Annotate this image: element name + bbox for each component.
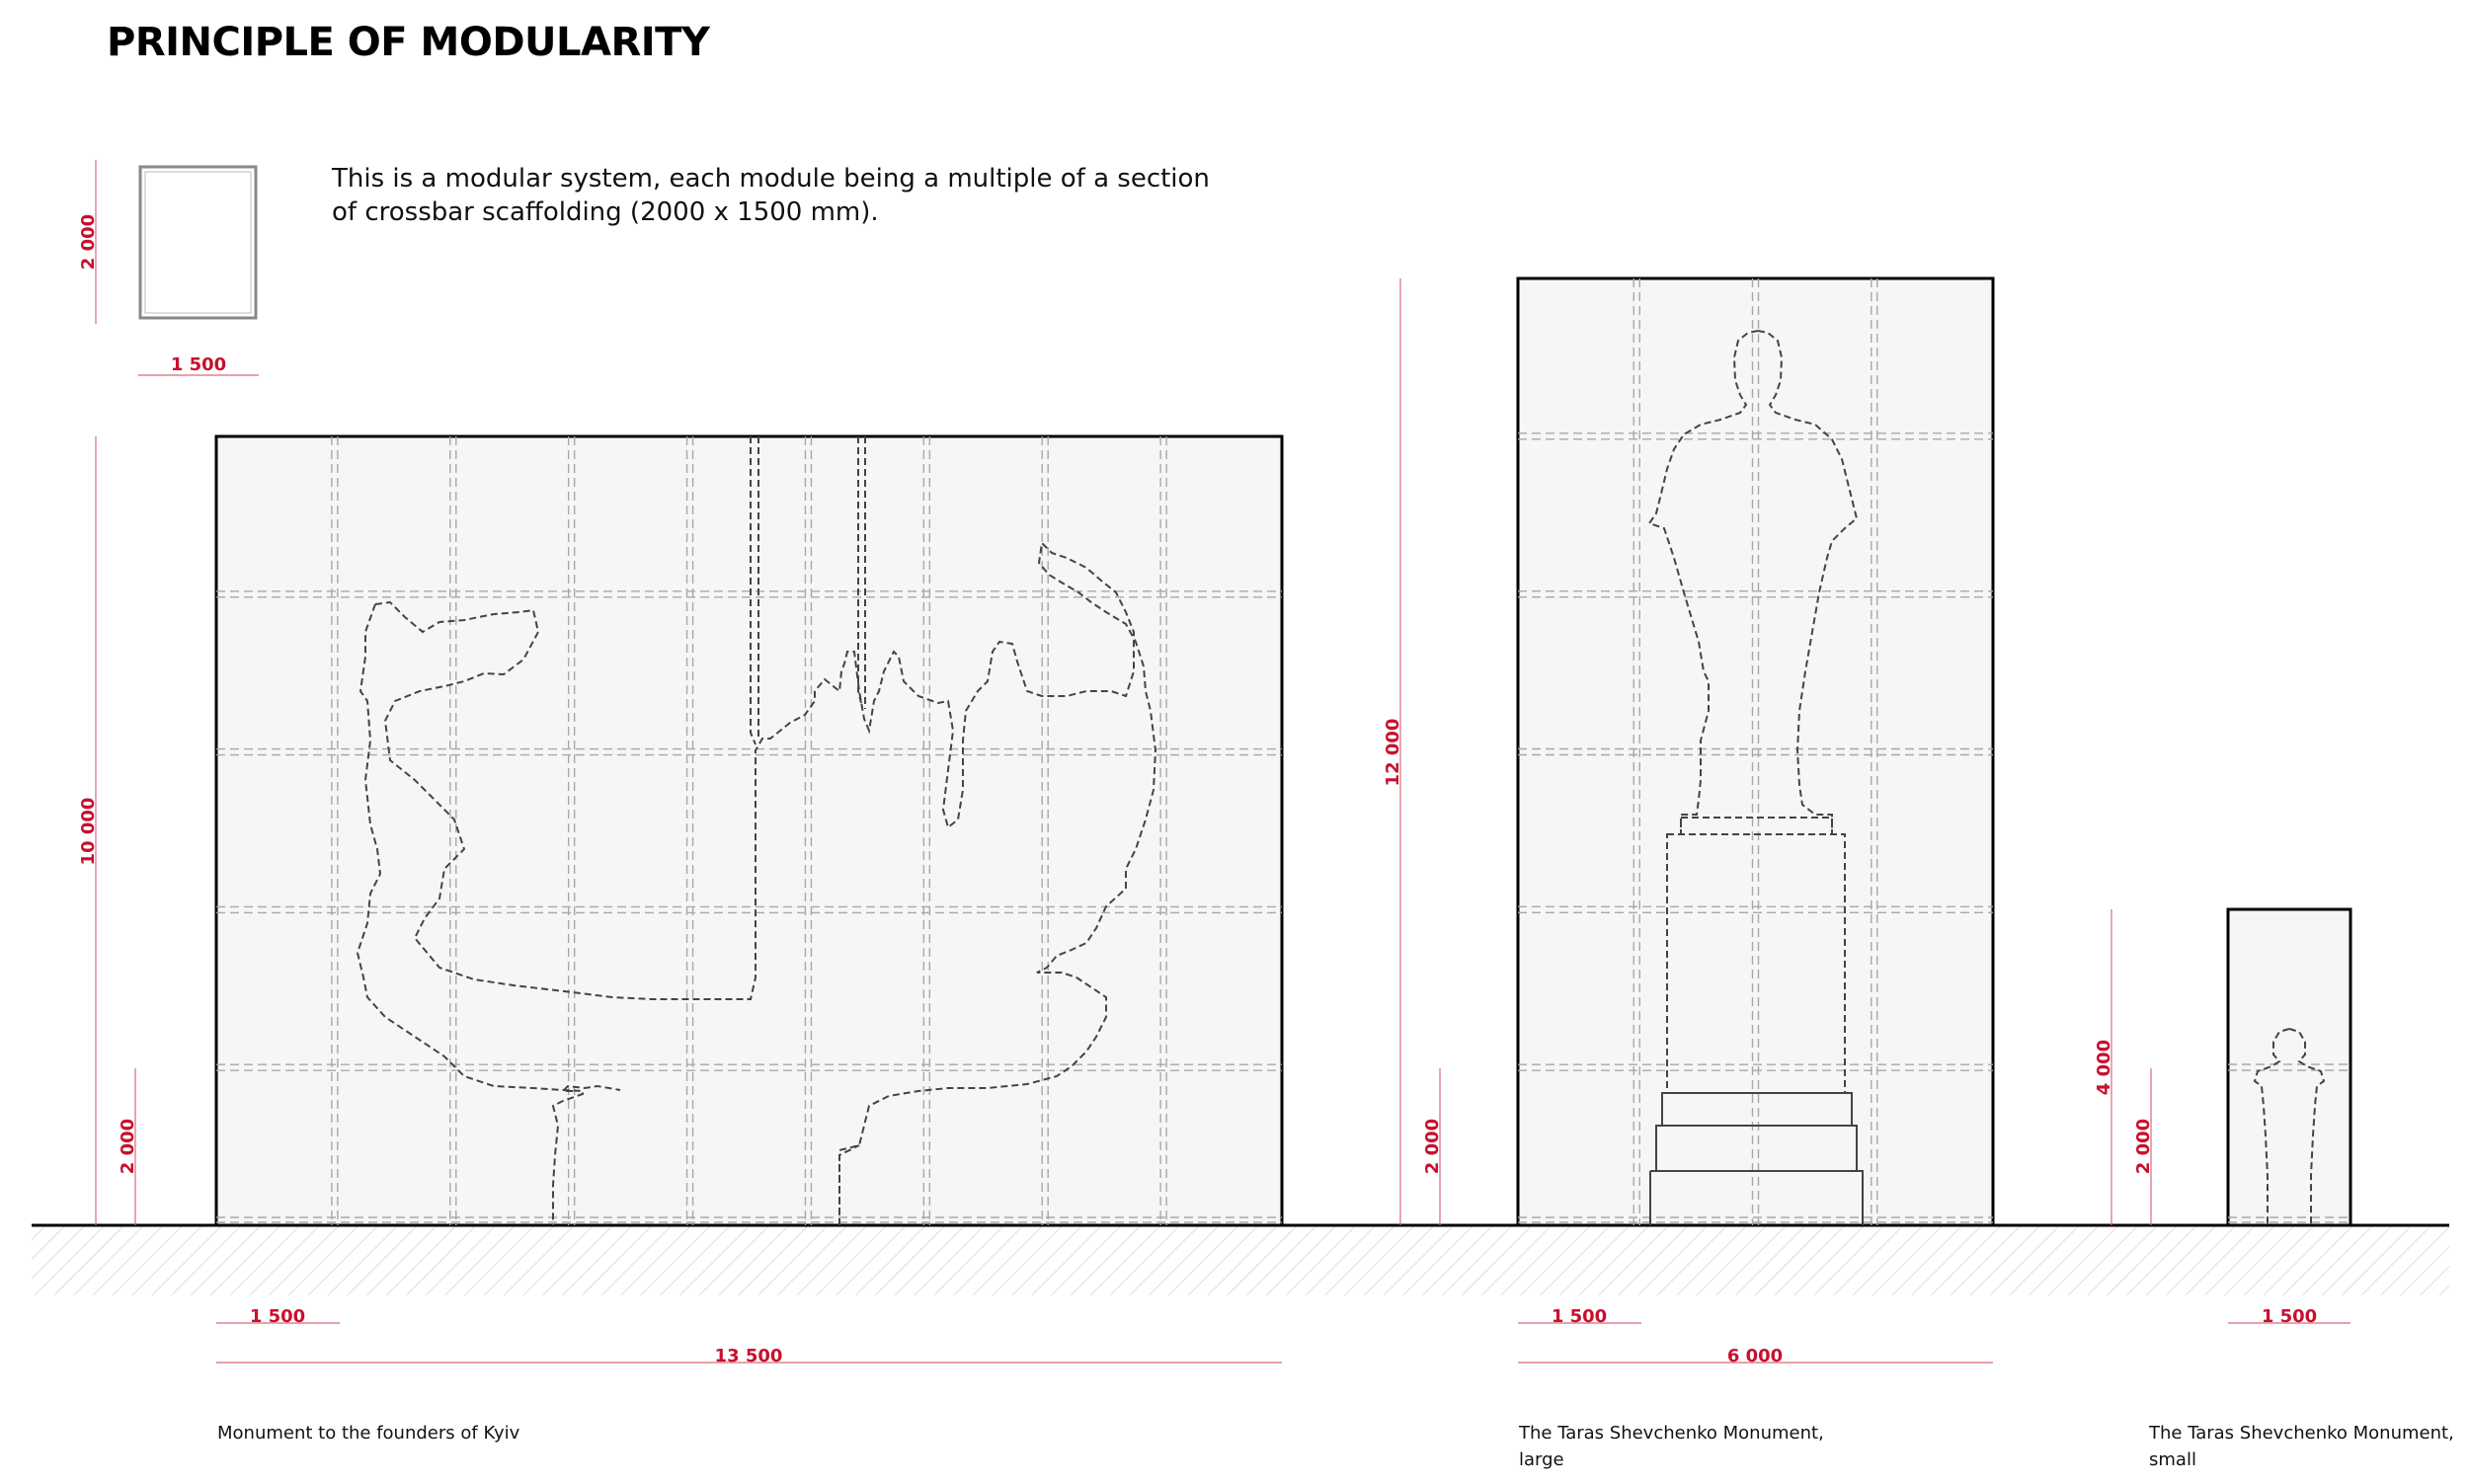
shevchenko-large-module-height-label: 2 000 [1422, 1118, 1443, 1175]
caption-shevchenko-large-line-2: large [1519, 1449, 1564, 1470]
founders-module-width-label: 1 500 [249, 1306, 306, 1327]
caption-founders-line-1: Monument to the founders of Kyiv [217, 1423, 520, 1444]
caption-shevchenko-small [2149, 1420, 2454, 1473]
shevchenko-small-module-height-label: 2 000 [2133, 1118, 2154, 1175]
caption-founders [217, 1420, 519, 1446]
module-frame-inner [145, 172, 251, 313]
shevchenko-large-total-width-label: 6 000 [1726, 1346, 1784, 1367]
shevchenko-small-frame [2228, 909, 2350, 1225]
founders-frame [216, 436, 1282, 1225]
founders-module-height-label: 2 000 [118, 1118, 138, 1175]
page-title: PRINCIPLE OF MODULARITY [107, 20, 710, 65]
caption-shevchenko-small-line-2: small [2149, 1449, 2196, 1470]
shevchenko-small-height-label: 4 000 [2094, 1039, 2114, 1096]
caption-shevchenko-small-line-1: The Taras Shevchenko Monument, [2149, 1423, 2454, 1444]
shevchenko-large-structure [1383, 278, 1993, 1367]
module-width-label: 1 500 [170, 354, 227, 375]
caption-shevchenko-large-line-1: The Taras Shevchenko Monument, [1519, 1423, 1824, 1444]
shevchenko-large-height-label: 12 000 [1383, 718, 1403, 787]
module-legend [78, 160, 259, 375]
shevchenko-large-module-width-label: 1 500 [1551, 1306, 1608, 1327]
caption-shevchenko-large [1519, 1420, 1824, 1473]
founders-height-label: 10 000 [78, 797, 99, 866]
module-frame [140, 167, 256, 318]
intro-line-1: This is a modular system, each module being a multiple of a section [332, 164, 1210, 194]
intro-line-2: of crossbar scaffolding (2000 x 1500 mm). [332, 197, 879, 227]
founders-total-width-label: 13 500 [714, 1346, 783, 1367]
module-height-label: 2 000 [78, 213, 99, 271]
ground-hatch [32, 1226, 2449, 1295]
shevchenko-small-module-width-label: 1 500 [2261, 1306, 2318, 1327]
shevchenko-large-frame [1518, 278, 1993, 1225]
